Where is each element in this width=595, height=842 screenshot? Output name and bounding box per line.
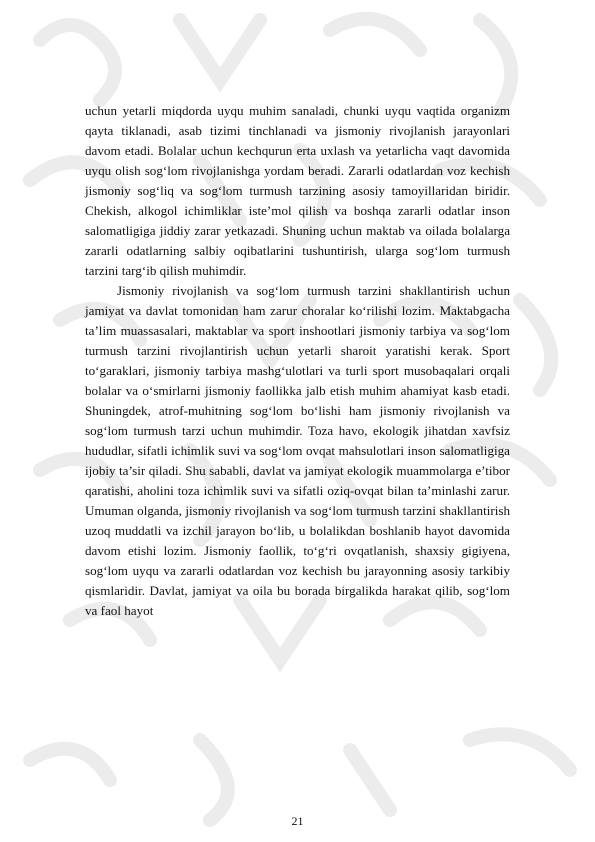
body-paragraph-1: uchun yetarli miqdorda uyqu muhim sanaladi, chunki uyqu vaqtida organizm qayta tiklanadi, asab tizimi tinchlanadi va jismoniy rivojlanish jarayonlari davom etadi. Bolalar uchun kechqurun erta uxlash va yetarlicha vaqt davomida uyqu olish sog‘lom rivojlanishga yordam beradi. Zararli odatlardan voz kechish jismoniy sog‘liq va sog‘lom turmush tarzining asosiy tamoyillaridan biridir. Chekish, alkogol ichimliklar iste’mol qilish va boshqa zararli odatlar inson salomatligiga jiddiy zarar yetkazadi. Shuning uchun maktab va oilada bolalarga zararli odatlarning salbiy oqibatlarini tushuntirish, ularga sog‘lom turmush tarzini targ‘ib qilish muhimdir. <box>85 103 510 278</box>
page-body <box>85 101 510 621</box>
body-paragraph-2: Jismoniy rivojlanish va sog‘lom turmush tarzini shakllantirish uchun jamiyat va davlat tomonidan ham zarur choralar ko‘rilishi lozim. Maktabgacha ta’lim muassasalari, maktablar va sport inshootlari jismoniy tarbiya va sog‘lom turmush tarzini rivojlantirish uchun yetarli sharoit yaratishi kerak. Sport to‘garaklari, jismoniy tarbiya mashg‘ulotlari va turli sport musobaqalari orqali bolalar va o‘smirlarni jismoniy faollikka jalb etish muhim ahamiyat kasb etadi. Shuningdek, atrof-muhitning sog‘lom bo‘lishi ham jismoniy rivojlanish va sog‘lom turmush tarzi uchun muhimdir. Toza havo, ekologik jihatdan xavfsiz hududlar, sifatli ichimlik suvi va sog‘lom ovqat mahsulotlari inson salomatligiga ijobiy ta’sir qiladi. Shu sababli, davlat va jamiyat ekologik muammolarga e’tibor qaratishi, aholini toza ichimlik suvi va sifatli oziq-ovqat bilan ta’minlashi zarur. Umuman olganda, jismoniy rivojlanish va sog‘lom turmush tarzini shakllantirish uzoq muddatli va izchil jarayon bo‘lib, u bolalikdan boshlanib hayot davomida davom etishi lozim. Jismoniy faollik, to‘g‘ri ovqatlanish, shaxsiy gigiyena, sog‘lom uyqu va zararli odatlardan voz kechish bu jarayonning asosiy tarkibiy qismlaridir. Davlat, jamiyat va oila bu borada birgalikda harakat qilib, sog‘lom va faol hayot <box>85 283 510 618</box>
page-number: 21 <box>291 814 304 828</box>
